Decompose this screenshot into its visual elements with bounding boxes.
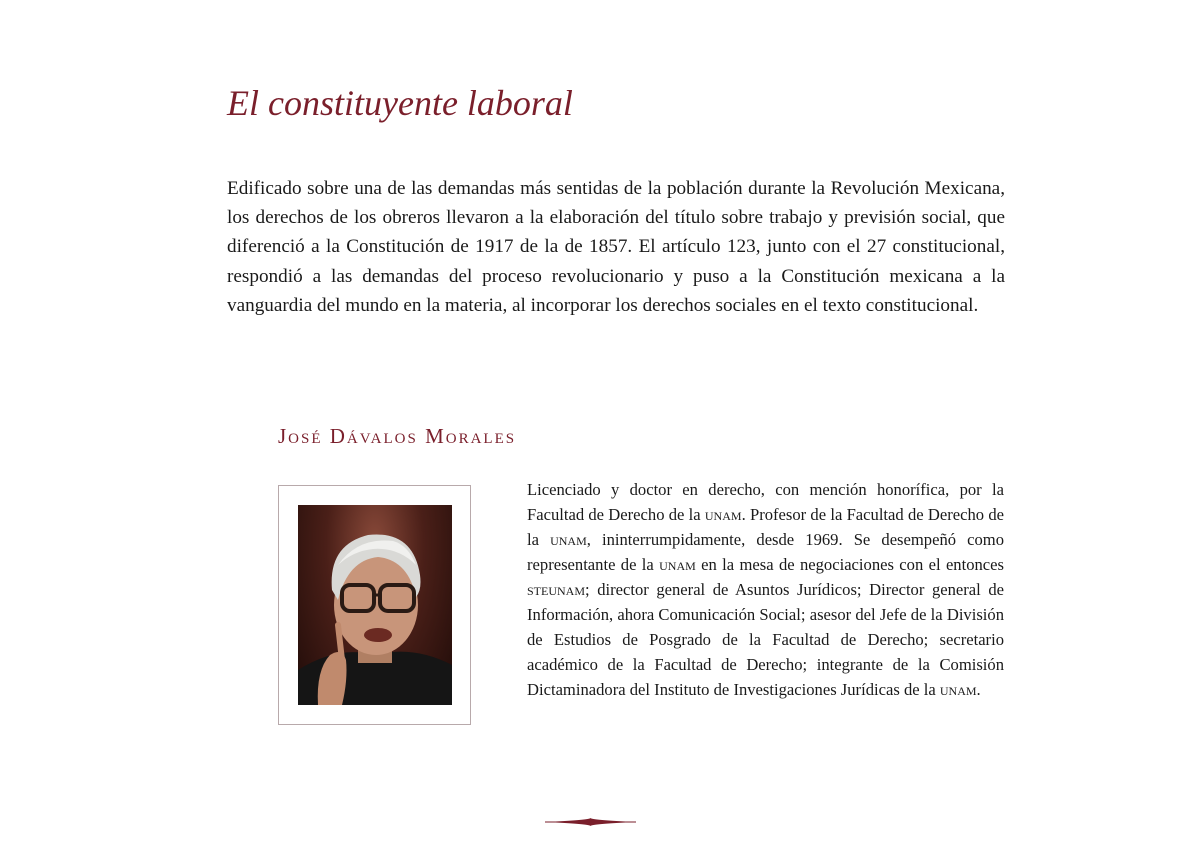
- intro-paragraph: Edificado sobre una de las demandas más sentidas de la población durante la Revolución Mexicana, los derechos de los obreros llevaron a la elaboración del título sobre trabajo y previsión social, que diferenció a la Constitución de 1917 de la de 1857. El artículo 123, junto con el 27 constitucional, respondió a las demandas del proceso revolucionario y puso a la Constitución mexicana a la vanguardia del mundo en la materia, al incorporar los derechos sociales en el texto constitucional.: [227, 178, 1005, 316]
- author-photo-frame: [278, 485, 471, 725]
- steunam-abbreviation: steunam: [527, 580, 586, 599]
- author-name: José Dávalos Morales: [278, 424, 517, 448]
- author-portrait-photo: [298, 505, 452, 705]
- page-ornament-divider: [545, 816, 636, 828]
- page-title: El constituyente laboral: [227, 83, 573, 123]
- author-biography: Licenciado y doctor en derecho, con mención honorífica, por la Facultad de Derecho de la unam. Profesor de la Facultad de Derecho de la unam, ininterrumpidamente, desde 1969. Se desempeñó como representante de la unam en la mesa de negociaciones con el entonces steunam; director general de Asuntos Jurídicos; Director general de Información, ahora Comunicación Social; asesor del Jefe de la División de Estudios de Posgrado de la Facultad de Derecho; secretario académico de la Facultad de Derecho; integrante de la Comisión Dictaminadora del Instituto de Investigaciones Jurídicas de la unam.: [527, 480, 1004, 699]
- unam-abbreviation: unam: [659, 555, 696, 574]
- unam-abbreviation: unam: [550, 530, 587, 549]
- unam-abbreviation: unam: [704, 505, 742, 524]
- portrait-illustration: [298, 505, 452, 705]
- unam-abbreviation: unam: [939, 680, 977, 699]
